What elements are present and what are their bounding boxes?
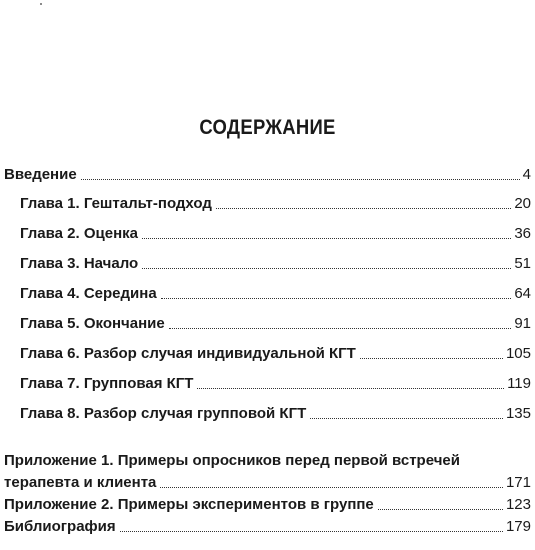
dot-leader: [216, 208, 511, 209]
toc-entry-page: 36: [514, 225, 531, 242]
toc-entry-chapter-8[interactable]: [20, 405, 531, 423]
toc-entry-page: 123: [505, 496, 531, 513]
toc-entry-page: 171: [505, 474, 531, 491]
toc-entry-chapter-4[interactable]: [20, 285, 531, 303]
toc-entry-label: Глава 7. Групповая КГТ: [20, 375, 194, 392]
dot-leader: [378, 509, 503, 510]
toc-entry-page: 51: [514, 255, 531, 272]
toc-entry-label-line1: Приложение 1. Примеры опросников перед первой встречей: [4, 452, 460, 469]
toc-entry-page: 179: [505, 518, 531, 535]
dot-leader: [120, 531, 503, 532]
toc-entry-page: 4: [522, 166, 531, 183]
dot-leader: [142, 268, 511, 269]
table-of-contents: [4, 166, 531, 536]
toc-entry-line2: [4, 474, 531, 492]
toc-entry-chapter-6[interactable]: [20, 345, 531, 363]
toc-entry-intro[interactable]: [4, 166, 531, 184]
toc-entry-page: 119: [507, 375, 531, 392]
toc-entry-label: Приложение 2. Примеры экспериментов в группе: [4, 496, 374, 513]
dot-leader: [160, 487, 503, 488]
toc-entry-chapter-1[interactable]: [20, 195, 531, 213]
toc-entry-label: Глава 1. Гештальт-подход: [20, 195, 212, 212]
toc-entry-label: Глава 8. Разбор случая групповой КГТ: [20, 405, 307, 422]
toc-entry-chapter-2[interactable]: [20, 225, 531, 243]
toc-entry-label: Глава 2. Оценка: [20, 225, 138, 242]
toc-entry-label-line2: терапевта и клиента: [4, 474, 157, 491]
toc-entry-page: 91: [514, 315, 531, 332]
toc-entry-appendix-2[interactable]: [4, 496, 531, 514]
dot-leader: [81, 179, 520, 180]
toc-entry-label: Библиография: [4, 518, 116, 535]
toc-entry-page: 20: [514, 195, 531, 212]
dot-leader: [169, 328, 512, 329]
dot-leader: [142, 238, 511, 239]
dot-leader: [360, 358, 503, 359]
toc-entry-label: Глава 3. Начало: [20, 255, 139, 272]
toc-entry-label: Глава 6. Разбор случая индивидуальной КГТ: [20, 345, 356, 362]
toc-entry-label: Глава 5. Окончание: [20, 315, 165, 332]
toc-entry-label: Глава 4. Середина: [20, 285, 157, 302]
page-title: СОДЕРЖАНИЕ: [199, 116, 336, 139]
dot-leader: [310, 418, 503, 419]
toc-entry-label: Введение: [4, 166, 77, 183]
toc-entry-chapter-3[interactable]: [20, 255, 531, 273]
toc-entry-chapter-5[interactable]: [20, 315, 531, 333]
toc-entry-appendix-1[interactable]: [4, 452, 531, 492]
toc-entry-chapter-7[interactable]: [20, 375, 531, 393]
toc-entry-page: 64: [514, 285, 531, 302]
toc-entry-page: 105: [505, 345, 531, 362]
scan-speck: [40, 3, 42, 5]
dot-leader: [161, 298, 512, 299]
toc-entry-bibliography[interactable]: [4, 518, 531, 536]
toc-entry-page: 135: [505, 405, 531, 422]
dot-leader: [197, 388, 504, 389]
